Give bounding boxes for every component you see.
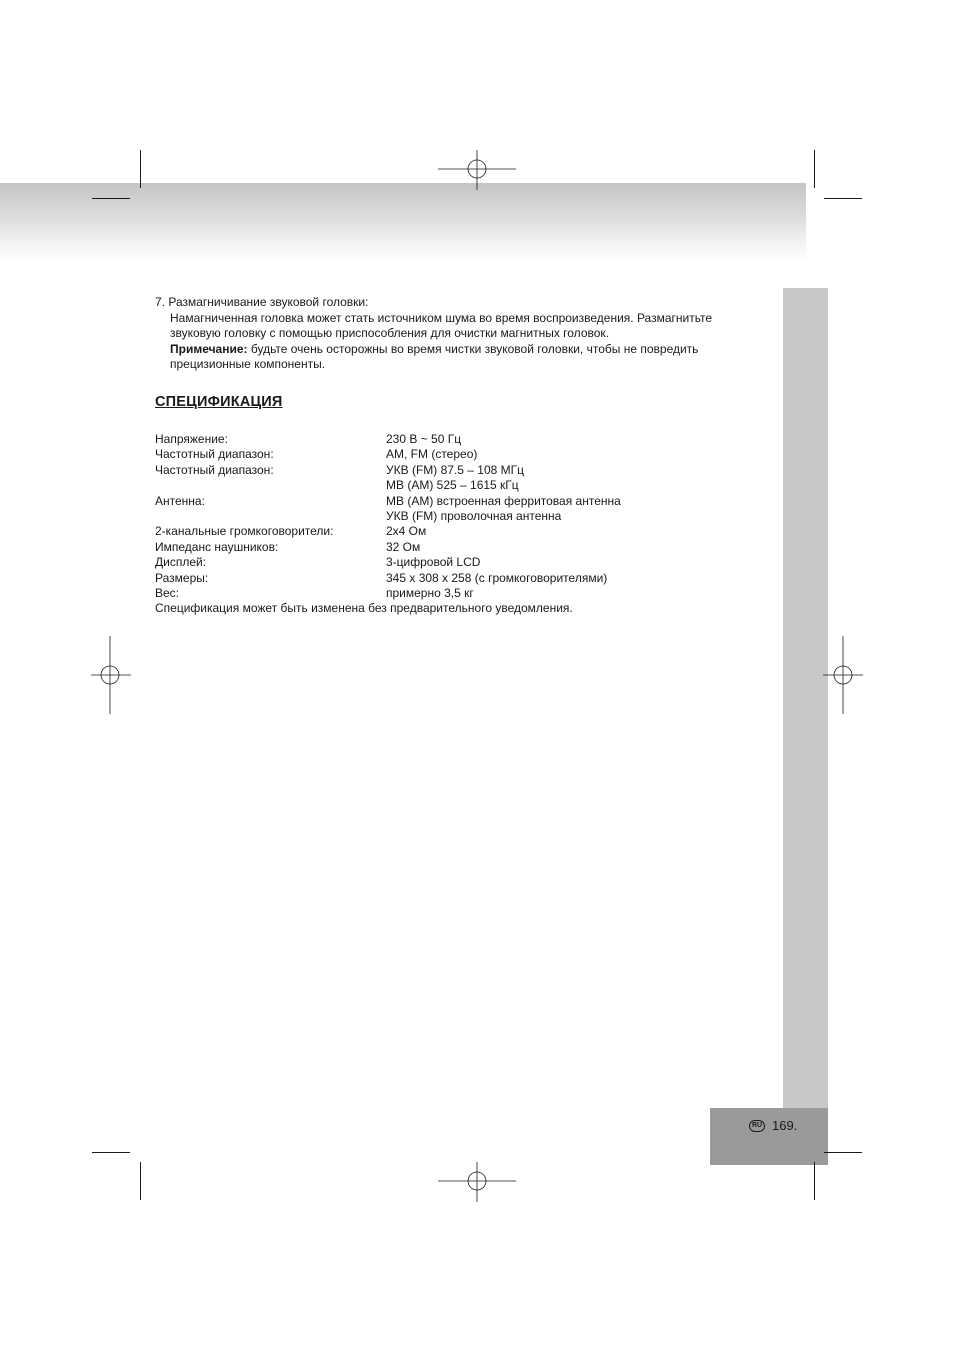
spec-value: 32 Ом	[386, 539, 421, 554]
spec-label: Размеры:	[155, 570, 209, 585]
spec-value: AM, FM (стерео)	[386, 447, 478, 462]
side-tab-strip	[783, 288, 828, 1110]
spec-value: 3-цифровой LCD	[386, 555, 481, 570]
crop-mark	[824, 1152, 862, 1153]
section-title: СПЕЦИФИКАЦИЯ	[155, 393, 283, 410]
item-heading: 7. Размагничивание звуковой головки:	[155, 295, 369, 309]
spec-value: МВ (АМ) встроенная ферритовая антенна	[386, 493, 621, 508]
crop-mark	[92, 198, 130, 199]
spec-value: МВ (АМ) 525 – 1615 кГц	[386, 478, 519, 493]
spec-value-cell	[386, 463, 621, 494]
note	[155, 342, 765, 373]
spec-row	[155, 571, 621, 586]
spec-table	[155, 432, 621, 601]
spec-row	[155, 586, 621, 601]
spec-row	[155, 463, 621, 494]
spec-value: УКВ (FM) проволочная антенна	[386, 509, 562, 524]
spec-value-cell	[386, 586, 621, 601]
language-badge: RU	[749, 1120, 765, 1132]
crop-mark	[140, 150, 141, 188]
spec-label: Вес:	[155, 586, 180, 601]
registration-mark-icon	[438, 1162, 516, 1202]
spec-row	[155, 494, 621, 525]
crop-mark	[814, 1162, 815, 1200]
spec-value: 230 В ~ 50 Гц	[386, 432, 462, 446]
spec-label: Импеданс наушников:	[155, 539, 279, 554]
spec-label: Частотный диапазон:	[155, 447, 274, 462]
note-text: будьте очень осторожны во время чистки звуковой головки, чтобы не повредить прецизионные компоненты.	[170, 341, 699, 371]
spec-label: Антенна:	[155, 493, 205, 508]
spec-value-cell	[386, 447, 621, 462]
spec-value-cell	[386, 432, 621, 447]
registration-mark-icon	[91, 636, 131, 714]
spec-label: 2-канальные громкоговорители:	[155, 524, 334, 539]
spec-value-cell	[386, 494, 621, 525]
spec-label: Напряжение:	[155, 432, 228, 446]
spec-value: 345 x 308 x 258 (с громкоговорителями)	[386, 570, 608, 585]
spec-row	[155, 540, 621, 555]
spec-value-cell	[386, 571, 621, 586]
registration-mark-icon	[438, 150, 516, 190]
spec-row	[155, 524, 621, 539]
spec-footnote: Спецификация может быть изменена без предварительного уведомления.	[155, 601, 573, 616]
registration-mark-icon	[823, 636, 863, 714]
crop-mark	[92, 1152, 130, 1153]
item-body: Намагниченная головка может стать источником шума во время воспроизведения. Размагнитьте звуковую головку с помощью приспособления для очистки магнитных головок.	[170, 310, 713, 340]
spec-value: примерно 3,5 кг	[386, 586, 474, 601]
page-content	[155, 295, 765, 617]
crop-mark	[814, 150, 815, 188]
header-gradient-band	[0, 183, 806, 263]
page-number: 169.	[772, 1118, 798, 1133]
note-label: Примечание:	[170, 341, 248, 356]
spec-value: 2x4 Ом	[386, 524, 427, 539]
spec-row	[155, 432, 621, 447]
spec-label: Дисплей:	[155, 555, 207, 570]
spec-value-cell	[386, 555, 621, 570]
page-number-box	[710, 1108, 828, 1165]
crop-mark	[824, 198, 862, 199]
spec-value-cell	[386, 524, 621, 539]
spec-label: Частотный диапазон:	[155, 462, 274, 477]
spec-row	[155, 555, 621, 570]
spec-value: УКВ (FM) 87.5 – 108 МГц	[386, 462, 525, 477]
crop-mark	[140, 1162, 141, 1200]
spec-value-cell	[386, 540, 621, 555]
spec-row	[155, 447, 621, 462]
